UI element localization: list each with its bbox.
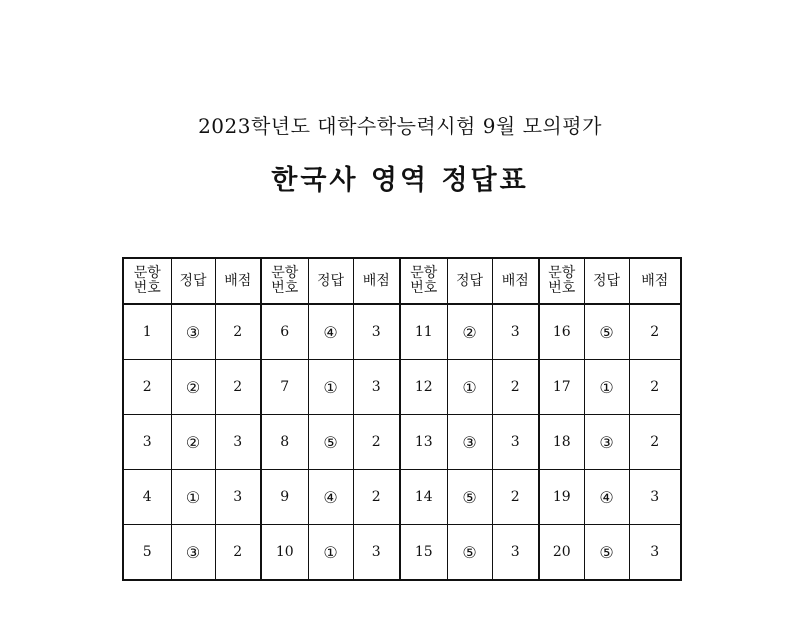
points-cell: 2	[215, 360, 261, 415]
points-cell: 3	[629, 525, 681, 581]
question-number-header: 문항 번호	[123, 258, 171, 304]
question-number: 2	[123, 360, 171, 415]
answer-cell: ②	[171, 360, 215, 415]
question-number: 9	[261, 470, 308, 525]
answer-cell: ⑤	[447, 470, 492, 525]
question-number: 20	[539, 525, 584, 581]
answer-cell: ①	[584, 360, 629, 415]
points-cell: 2	[492, 360, 539, 415]
points-cell: 3	[492, 415, 539, 470]
question-number: 10	[261, 525, 308, 581]
page-title: 한국사 영역 정답표	[271, 165, 529, 196]
points-cell: 3	[629, 470, 681, 525]
answer-cell: ③	[447, 415, 492, 470]
answer-header: 정답	[447, 258, 492, 304]
points-cell: 2	[215, 304, 261, 360]
points-header: 배점	[353, 258, 400, 304]
answer-cell: ④	[584, 470, 629, 525]
points-cell: 3	[215, 415, 261, 470]
question-number: 11	[400, 304, 447, 360]
points-cell: 2	[492, 470, 539, 525]
points-cell: 3	[492, 525, 539, 581]
points-cell: 3	[353, 360, 400, 415]
answer-cell: ⑤	[447, 525, 492, 581]
question-number: 13	[400, 415, 447, 470]
points-cell: 3	[492, 304, 539, 360]
answer-cell: ④	[308, 304, 353, 360]
answer-cell: ④	[308, 470, 353, 525]
points-cell: 2	[629, 415, 681, 470]
points-header: 배점	[215, 258, 261, 304]
exam-subtitle: 2023학년도 대학수학능력시험 9월 모의평가	[198, 114, 602, 138]
points-cell: 2	[353, 415, 400, 470]
question-number-header: 문항 번호	[400, 258, 447, 304]
table-row	[123, 304, 681, 360]
points-cell: 2	[629, 304, 681, 360]
answer-cell: ⑤	[584, 525, 629, 581]
points-cell: 2	[215, 525, 261, 581]
question-number: 19	[539, 470, 584, 525]
answer-cell: ③	[584, 415, 629, 470]
points-cell: 3	[353, 525, 400, 581]
answer-header: 정답	[308, 258, 353, 304]
answer-cell: ②	[447, 304, 492, 360]
answer-header: 정답	[584, 258, 629, 304]
answer-cell: ⑤	[308, 415, 353, 470]
answer-header: 정답	[171, 258, 215, 304]
header-row	[123, 258, 681, 304]
question-number-header: 문항 번호	[539, 258, 584, 304]
table-row	[123, 470, 681, 525]
question-number: 12	[400, 360, 447, 415]
question-number: 16	[539, 304, 584, 360]
answer-cell: ①	[308, 360, 353, 415]
answer-cell: ③	[171, 525, 215, 581]
question-number: 5	[123, 525, 171, 581]
question-number: 6	[261, 304, 308, 360]
question-number: 18	[539, 415, 584, 470]
table-row	[123, 415, 681, 470]
question-number: 14	[400, 470, 447, 525]
points-cell: 3	[215, 470, 261, 525]
answer-cell: ③	[171, 304, 215, 360]
question-number: 17	[539, 360, 584, 415]
table-row	[123, 525, 681, 581]
question-number: 4	[123, 470, 171, 525]
question-number: 15	[400, 525, 447, 581]
points-header: 배점	[629, 258, 681, 304]
points-cell: 3	[353, 304, 400, 360]
answer-cell: ⑤	[584, 304, 629, 360]
table-row	[123, 360, 681, 415]
answer-cell: ①	[171, 470, 215, 525]
answer-cell: ①	[308, 525, 353, 581]
question-number: 1	[123, 304, 171, 360]
answer-key-table	[122, 257, 682, 581]
question-number: 8	[261, 415, 308, 470]
answer-cell: ②	[171, 415, 215, 470]
points-header: 배점	[492, 258, 539, 304]
points-cell: 2	[629, 360, 681, 415]
question-number-header: 문항 번호	[261, 258, 308, 304]
question-number: 7	[261, 360, 308, 415]
points-cell: 2	[353, 470, 400, 525]
question-number: 3	[123, 415, 171, 470]
answer-cell: ①	[447, 360, 492, 415]
